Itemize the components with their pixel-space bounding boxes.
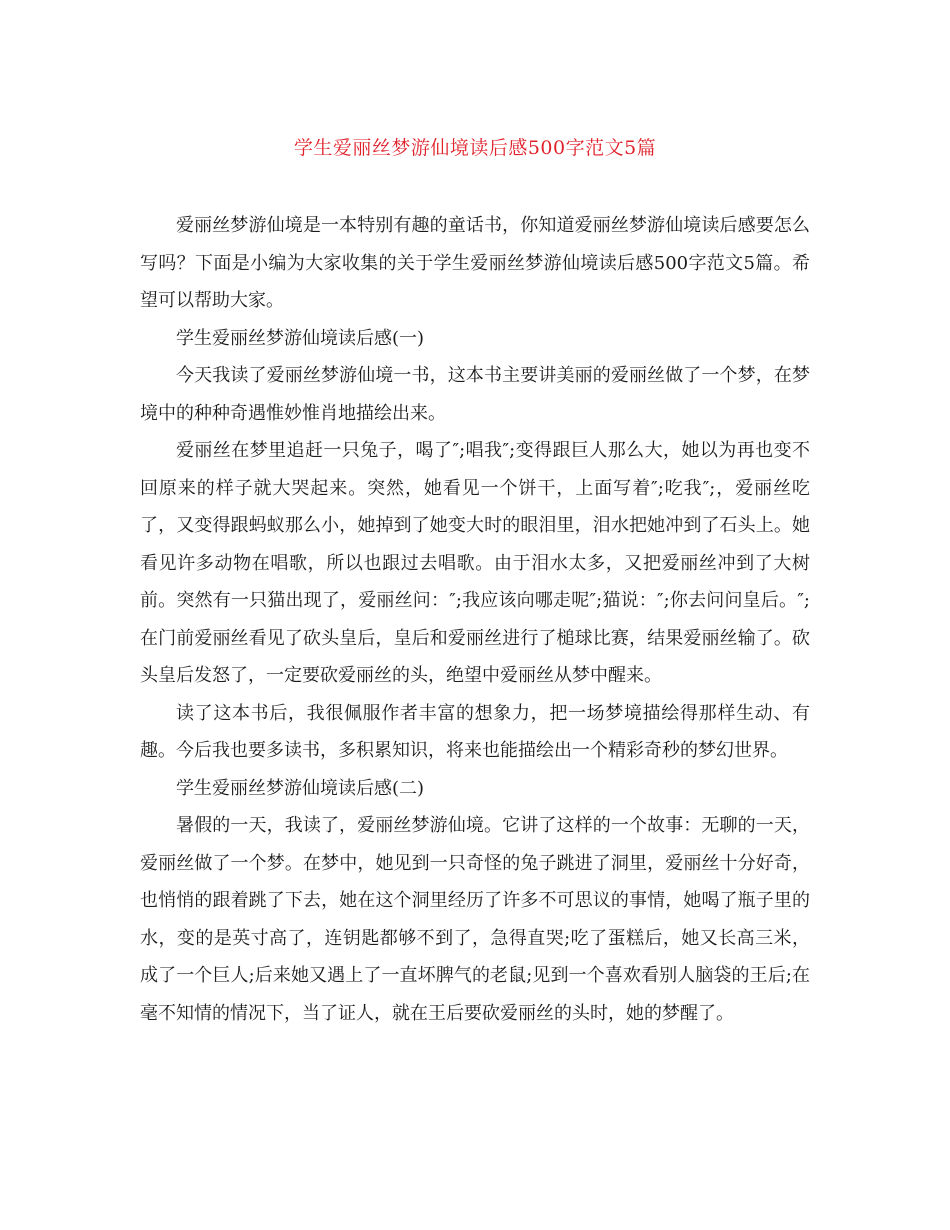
section-heading-2: 学生爱丽丝梦游仙境读后感(二): [176, 777, 425, 799]
body-paragraph: 读了这本书后，我很佩服作者丰富的想象力，把一场梦境描绘得那样生动、有趣。今后我也要多读书，多积累知识，将来也能描绘出一个精彩奇秒的梦幻世界。: [140, 702, 810, 761]
intro-paragraph: 爱丽丝梦游仙境是一本特别有趣的童话书，你知道爱丽丝梦游仙境读后感要怎么写吗？下面是小编为大家收集的关于学生爱丽丝梦游仙境读后感500字范文5篇。希望可以帮助大家。: [140, 215, 810, 311]
section-heading-1: 学生爱丽丝梦游仙境读后感(一): [176, 327, 425, 349]
body-paragraph: 今天我读了爱丽丝梦游仙境一书，这本书主要讲美丽的爱丽丝做了一个梦，在梦境中的种种奇遇惟妙惟肖地描绘出来。: [140, 365, 810, 424]
body-paragraph: 暑假的一天，我读了，爱丽丝梦游仙境。它讲了这样的一个故事：无聊的一天，爱丽丝做了一个梦。在梦中，她见到一只奇怪的兔子跳进了洞里，爱丽丝十分好奇，也悄悄的跟着跳了下去，她在这个洞里经历了许多不可思议的事情，她喝了瓶子里的水，变的是英寸高了，连钥匙都够不到了，急得直哭;吃了蛋糕后，她又长高三米，成了一个巨人;后来她又遇上了一直坏脾气的老鼠;见到一个喜欢看别人脑袋的王后;在毫不知情的情况下，当了证人，就在王后要砍爱丽丝的头时，她的梦醒了。: [140, 815, 810, 1024]
document-title: 学生爱丽丝梦游仙境读后感500字范文5篇: [293, 137, 657, 159]
body-paragraph: 爱丽丝在梦里追赶一只兔子，喝了″;唱我″;变得跟巨人那么大，她以为再也变不回原来的样子就大哭起来。突然，她看见一个饼干，上面写着″;吃我″;，爱丽丝吃了，又变得跟蚂蚁那么小，她掉到了她变大时的眼泪里，泪水把她冲到了石头上。她看见许多动物在唱歌，所以也跟过去唱歌。由于泪水太多，又把爱丽丝冲到了大树前。突然有一只猫出现了，爱丽丝问：″;我应该向哪走呢″;猫说：″;你去问问皇后。″;在门前爱丽丝看见了砍头皇后，皇后和爱丽丝进行了槌球比赛，结果爱丽丝输了。砍头皇后发怒了，一定要砍爱丽丝的头，绝望中爱丽丝从梦中醒来。: [140, 440, 810, 686]
